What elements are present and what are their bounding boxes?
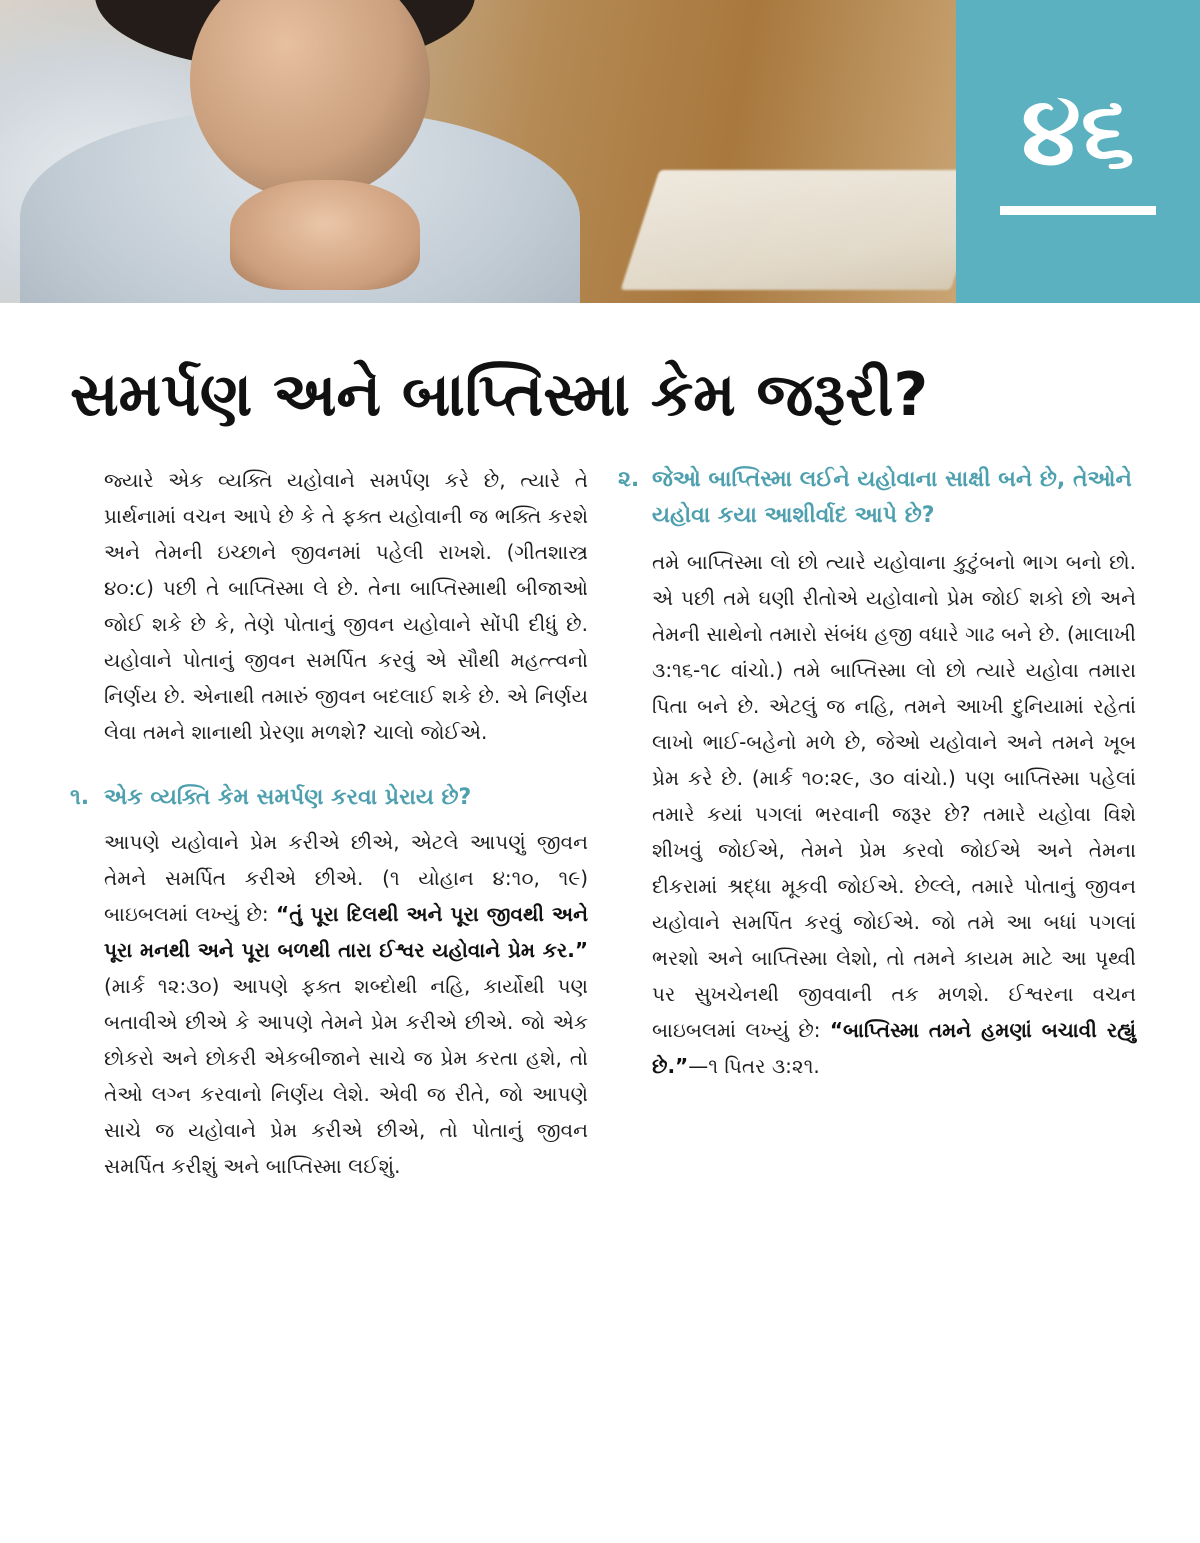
intro-paragraph: જ્યારે એક વ્યક્તિ યહોવાને સમર્પણ કરે છે, ત્યારે તે પ્રાર્થનામાં વચન આપે છે કે તે ફક્ત યહોવાની જ ભક્તિ કરશે અને તેમની ઇચ્છાને જીવનમાં પહેલી રાખશે. (ગીતશાસ્ત્ર ૪૦:૮) પછી તે બાપ્તિસ્મા લે છે. તેના બાપ્તિસ્માથી બીજાઓ જોઈ શકે છે કે, તેણે પોતાનું જીવન યહોવાને સોંપી દીધું છે. યહોવાને પોતાનું જીવન સમર્પિત કરવું એ સૌથી મહત્ત્વનો નિર્ણય છે. એનાથી તમારું જીવન બદલાઈ શકે છે. એ નિર્ણય લેવા તમને શાનાથી પ્રેરણા મળશે? ચાલો જોઈએ. xyxy=(104,468,588,744)
section-2-number: ૨. xyxy=(618,467,640,492)
section-2-text-after: —૧ પિતર ૩:૨૧. xyxy=(688,1054,820,1078)
section-1-question xyxy=(70,780,588,816)
section-1-question-text: એક વ્યક્તિ કેમ સમર્પણ કરવા પ્રેરાય છે? xyxy=(104,785,472,810)
section-1-text-before: આપણે યહોવાને પ્રેમ કરીએ છીએ, એટલે આપણું જીવન તેમને સમર્પિત કરીએ છીએ. (૧ યોહાન ૪:૧૦, ૧૯) બાઇબલમાં લખ્યું છે: xyxy=(104,830,588,926)
section-2-question xyxy=(618,462,1136,534)
left-column xyxy=(70,462,588,1184)
section-2-answer xyxy=(652,544,1136,1084)
hero-open-bible xyxy=(621,170,956,290)
page-title: સમર્પણ અને બાપ્તિસ્મા કેમ જરૂરી? xyxy=(70,360,929,430)
section-2-text-before: તમે બાપ્તિસ્મા લો છો ત્યારે યહોવાના કુટુંબનો ભાગ બનો છો. એ પછી તમે ઘણી રીતોએ યહોવાનો પ્રેમ જોઈ શકો છો અને તેમની સાથેનો તમારો સંબંધ હજી વધારે ગાઢ બને છે. (માલાખી ૩:૧૬-૧૮ વાંચો.) તમે બાપ્તિસ્મા લો છો ત્યારે યહોવા તમારા પિતા બને છે. એટલું જ નહિ, તમને આખી દુનિયામાં રહેતાં લાખો ભાઈ-બહેનો મળે છે, જેઓ યહોવાને અને તમને ખૂબ પ્રેમ કરે છે. (માર્ક ૧૦:૨૯, ૩૦ વાંચો.) પણ બાપ્તિસ્મા પહેલાં તમારે કયાં પગલાં ભરવાની જરૂર છે? તમારે યહોવા વિશે શીખવું જોઈએ, તેમને પ્રેમ કરવો જોઈએ અને તેમના દીકરામાં શ્રદ્ધા મૂકવી જોઈએ. છેલ્લે, તમારે પોતાનું જીવન યહોવાને સમર્પિત કરવું જોઈએ. જો તમે આ બધાં પગલાં ભરશો અને બાપ્તિસ્મા લેશો, તો તમને કાયમ માટે આ પૃથ્વી પર સુખચેનથી જીવવાની તક મળશે. ઈશ્વરના વચન બાઇબલમાં લખ્યું છે: xyxy=(652,550,1136,1042)
section-1-quote: “તું પૂરા દિલથી અને પૂરા જીવથી અને પૂરા મનથી અને પૂરા બળથી તારા ઈશ્વર યહોવાને પ્રેમ કર.” xyxy=(104,902,588,962)
section-1-text-after: (માર્ક ૧૨:૩૦) આપણે ફક્ત શબ્દોથી નહિ, કાર્યોથી પણ બતાવીએ છીએ કે આપણે તેમને પ્રેમ કરીએ છીએ. જો એક છોકરો અને છોકરી એકબીજાને સાચે જ પ્રેમ કરતા હશે, તો તેઓ લગ્ન કરવાનો નિર્ણય લેશે. એવી જ રીતે, જો આપણે સાચે જ યહોવાને પ્રેમ કરીએ છીએ, તો પોતાનું જીવન સમર્પિત કરીશું અને બાપ્તિસ્મા લઈશું. xyxy=(104,974,588,1178)
lesson-number: ૪૬ xyxy=(1021,75,1135,187)
hero-photo xyxy=(0,0,956,303)
hero-folded-hands xyxy=(230,180,420,290)
lesson-number-underline xyxy=(1000,206,1156,215)
right-column xyxy=(618,462,1136,1084)
lesson-number-badge xyxy=(956,0,1200,303)
section-1-number: ૧. xyxy=(70,785,90,810)
section-2-quote: “બાપ્તિસ્મા તમને હમણાં બચાવી રહ્યું છે.” xyxy=(652,1018,1136,1078)
section-1-answer xyxy=(104,824,588,1184)
section-2-question-text: જેઓ બાપ્તિસ્મા લઈને યહોવાના સાક્ષી બને છે, તેઓને યહોવા કયા આશીર્વાદ આપે છે? xyxy=(652,467,1132,528)
